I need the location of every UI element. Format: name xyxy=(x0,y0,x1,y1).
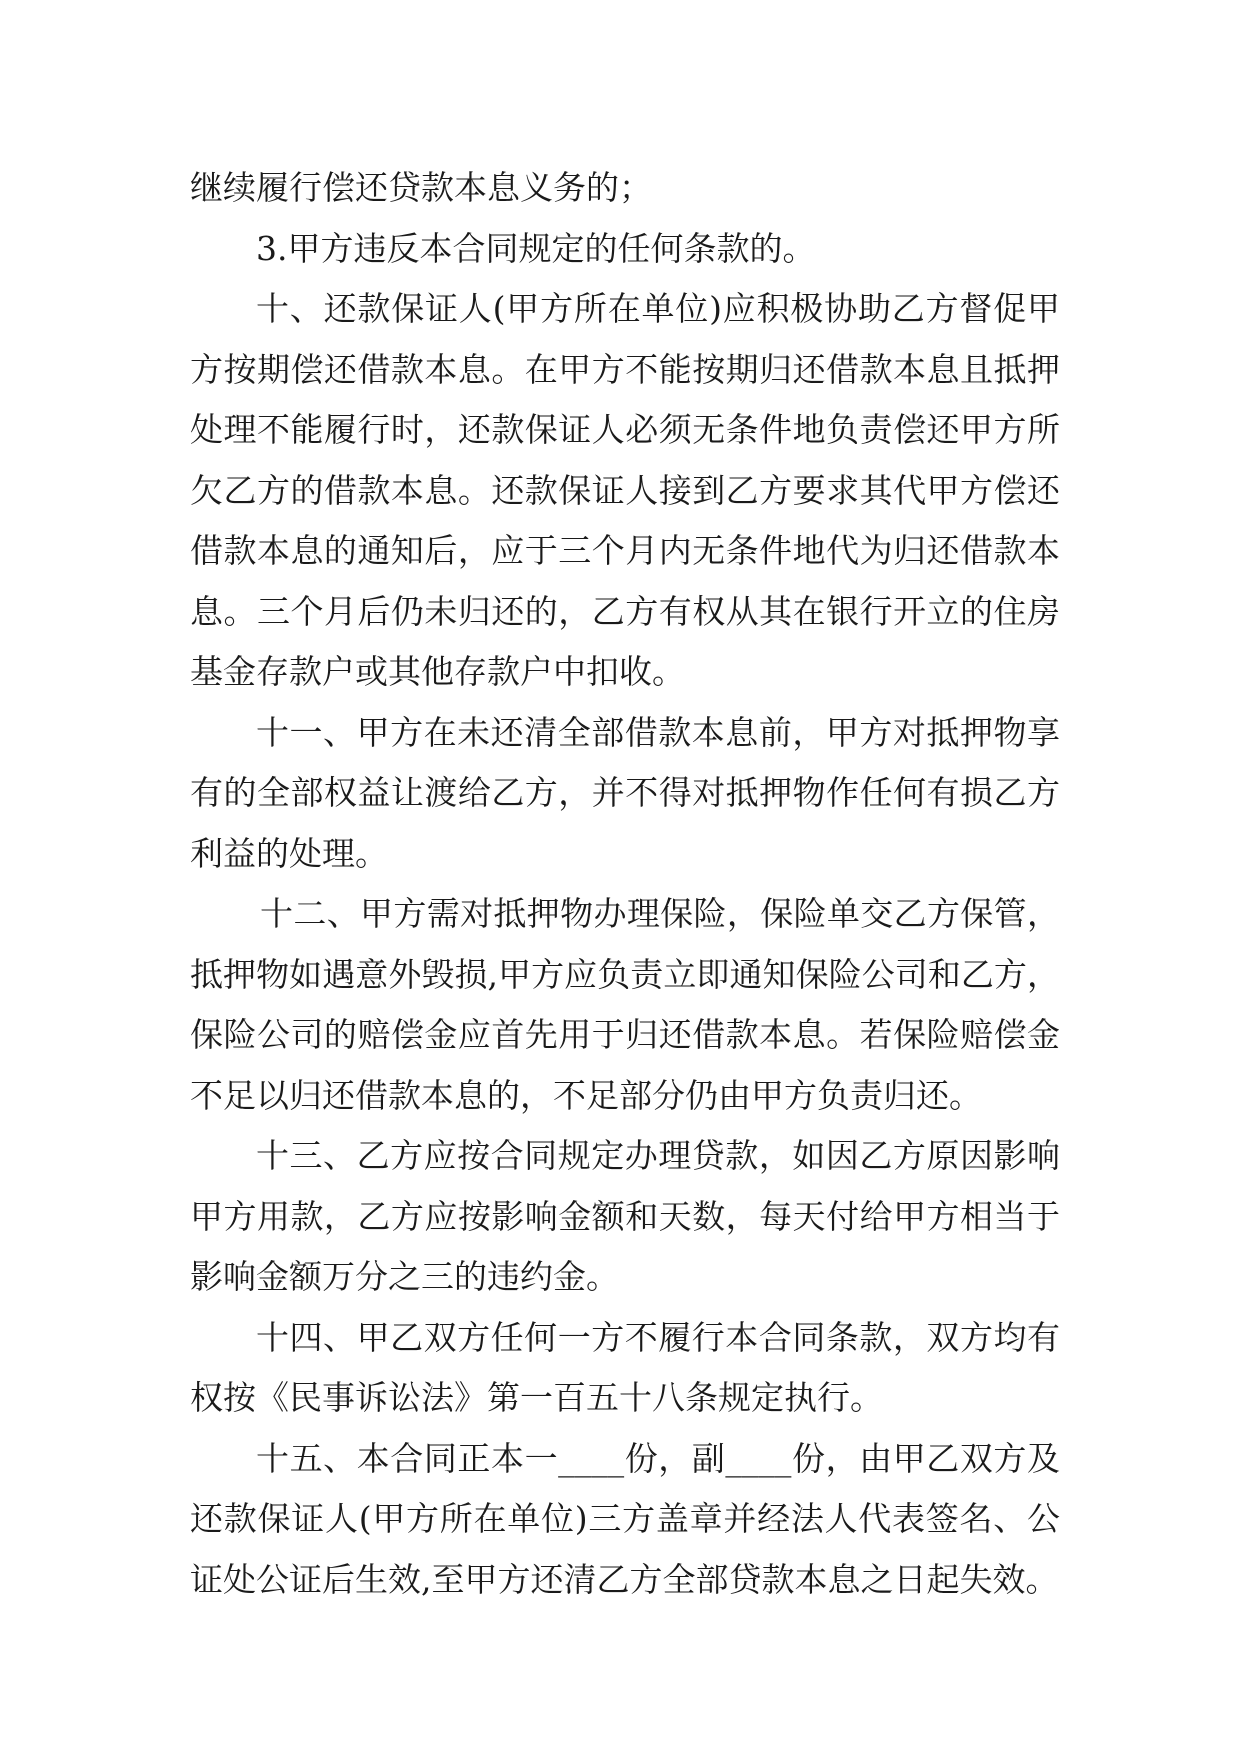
document-body xyxy=(190,158,1060,1610)
paragraph-continuation: 继续履行偿还贷款本息义务的； xyxy=(190,168,652,207)
paragraph-clause-11: 十一、甲方在未还清全部借款本息前，甲方对抵押物享有的全部权益让渡给乙方，并不得对抵押物作任何有损乙方利益的处理。 xyxy=(190,712,1060,873)
paragraph-clause-15: 十五、本合同正本一____份，副____份，由甲乙双方及还款保证人(甲方所在单位)三方盖章并经法人代表签名、公证处公证后生效,至甲方还清乙方全部贷款本息之日起失效。 xyxy=(190,1438,1060,1599)
paragraph-item-3: 3.甲方违反本合同规定的任何条款的。 xyxy=(256,228,816,268)
paragraph-clause-14: 十四、甲乙双方任何一方不履行本合同条款，双方均有权按《民事诉讼法》第一百五十八条规定执行。 xyxy=(190,1317,1060,1417)
paragraph-clause-10: 十、还款保证人(甲方所在单位)应积极协助乙方督促甲方按期偿还借款本息。在甲方不能按期归还借款本息且抵押处理不能履行时，还款保证人必须无条件地负责偿还甲方所欠乙方的借款本息。还款保证人接到乙方要求其代甲方偿还借款本息的通知后，应于三个月内无条件地代为归还借款本息。三个月后仍未归还的，乙方有权从其在银行开立的住房基金存款户或其他存款户中扣收。 xyxy=(190,289,1060,691)
paragraph-clause-12: 十二、甲方需对抵押物办理保险，保险单交乙方保管，抵押物如遇意外毁损,甲方应负责立即通知保险公司和乙方，保险公司的赔偿金应首先用于归还借款本息。若保险赔偿金不足以归还借款本息的，不足部分仍由甲方负责归还。 xyxy=(190,894,1060,1115)
paragraph-clause-13: 十三、乙方应按合同规定办理贷款，如因乙方原因影响甲方用款，乙方应按影响金额和天数，每天付给甲方相当于影响金额万分之三的违约金。 xyxy=(190,1136,1060,1296)
